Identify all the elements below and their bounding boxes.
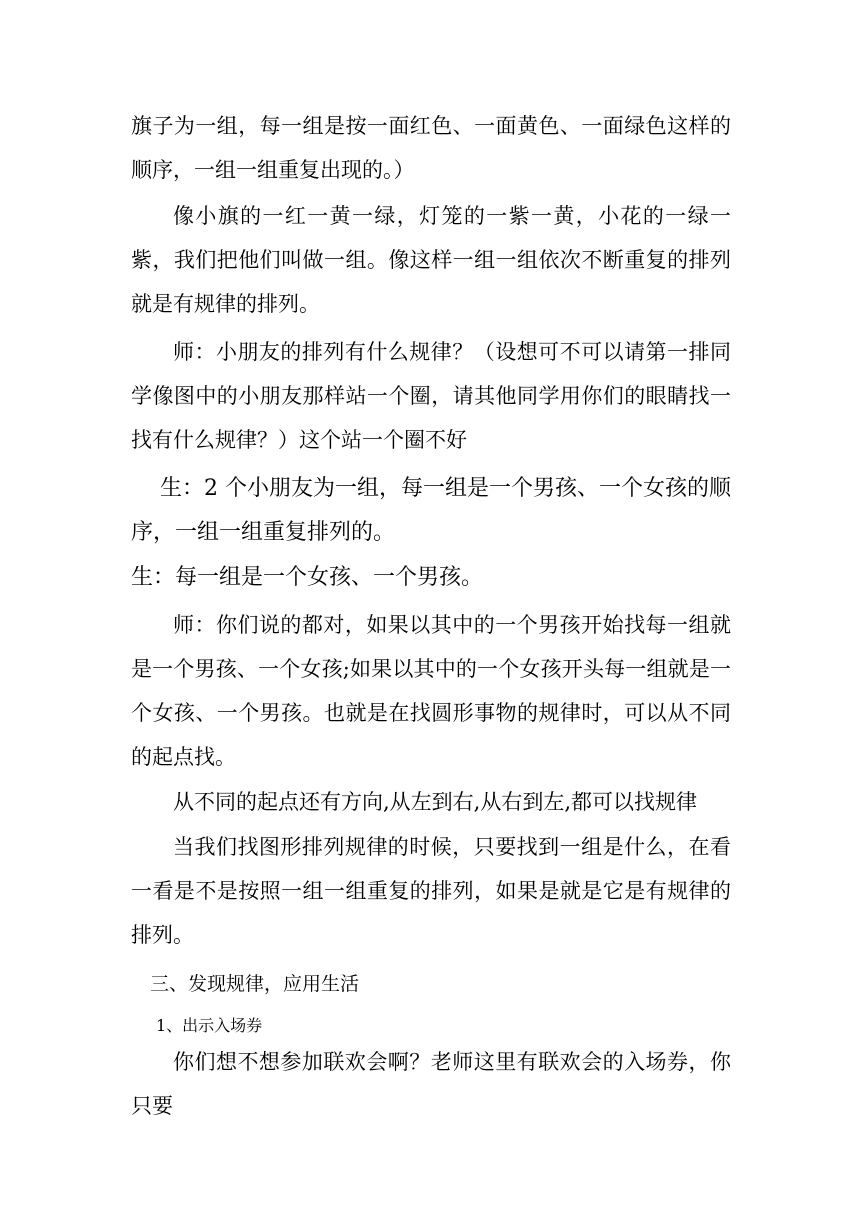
section-heading: 三、发现规律，应用生活 bbox=[150, 973, 360, 995]
paragraph-1: 旗子为一组，每一组是按一面红色、一面黄色、一面绿色这样的顺序，一组一组重复出现的。） bbox=[131, 114, 731, 182]
paragraph-7: 从不同的起点还有方向,从左到右,从右到左,都可以找规律 bbox=[173, 790, 698, 814]
paragraph-6: 师：你们说的都对，如果以其中的一个男孩开始找每一组就是一个男孩、一个女孩;如果以其中的一个女孩开头每一组就是一个女孩、一个男孩。也就是在找圆形事物的规律时，可以从不同的起点找。 bbox=[131, 613, 731, 769]
paragraph-5: 生：每一组是一个女孩、一个男孩。 bbox=[131, 565, 484, 590]
paragraph-3: 师：小朋友的排列有什么规律？（设想可不可以请第一排同学像图中的小朋友那样站一个圈，请其他同学用你们的眼睛找一找有什么规律？）这个站一个圈不好 bbox=[131, 340, 731, 452]
paragraph-2: 像小旗的一红一黄一绿，灯笼的一紫一黄，小花的一绿一紫，我们把他们叫做一组。像这样一组一组依次不断重复的排列就是有规律的排列。 bbox=[131, 204, 731, 316]
paragraph-9: 你们想不想参加联欢会啊？老师这里有联欢会的入场券，你只要 bbox=[131, 1050, 731, 1118]
paragraph-4: 生：2 个小朋友为一组，每一组是一个男孩、一个女孩的顺序，一组一组重复排列的。 bbox=[131, 476, 731, 545]
subsection-heading: 1、出示入场券 bbox=[156, 1016, 263, 1035]
paragraph-8: 当我们找图形排列规律的时候，只要找到一组是什么，在看一看是不是按照一组一组重复的排列，如果是就是它是有规律的排列。 bbox=[131, 835, 731, 947]
